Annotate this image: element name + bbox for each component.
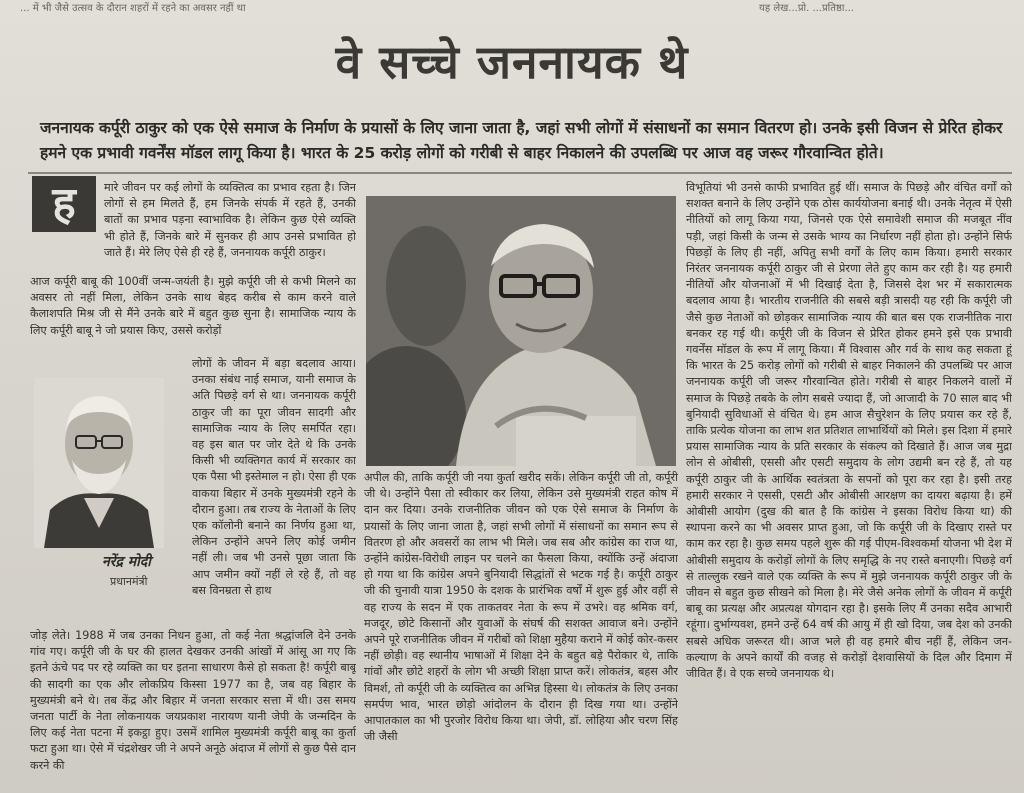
divider (28, 172, 1012, 174)
drop-cap: ह (32, 176, 96, 232)
column-1-side (192, 356, 356, 626)
column-2-bottom (364, 470, 678, 782)
paragraph: मारे जीवन पर कई लोगों के व्यक्तित्व का प्रभाव रहता है। जिन लोगों से हम मिलते हैं, हम जिनके संपर्क में रहते हैं, उनकी बातों का प्रभाव पड़ना स्वाभाविक है। लेकिन कुछ ऐसे व्यक्ति भी होते हैं, जिनके बारे में सुनकर ही आप उनसे प्रभावित हो जाते हैं। मेरे लिए ऐसे ही रहे हैं, जननायक कर्पूरी ठाकुर। (104, 181, 356, 259)
paragraph: जोड़ लेते। 1988 में जब उनका निधन हुआ, तो कई नेता श्रद्धांजलि देने उनके गांव गए। कर्पूरी जी के घर की हालत देखकर उनकी आंखों में आंसू आ गए कि इतने ऊंचे पद पर रहे व्यक्ति का घर इतना साधारण कैसे हो सकता है! कर्पूरी बाबू की सादगी का एक और लोकप्रिय किस्सा 1977 का है, जब वह बिहार के मुख्यमंत्री बने थे। तब केंद्र और बिहार में जनता सरकार सत्ता में थी। उस समय जनता पार्टी के नेता लोकनायक जयप्रकाश नारायण यानी जेपी के जन्मदिन के लिए कई नेता पटना में इकट्ठा हुए। उसमें शामिल मुख्यमंत्री कर्पूरी बाबू का कुर्ता फटा हुआ था। ऐसे में चंद्रशेखर जी ने अपने अनूठे अंदाज में लोगों से कुछ पैसे दान करने की (30, 629, 356, 772)
karpoori-thakur-photo (366, 196, 676, 466)
author-portrait (34, 378, 164, 548)
author-title: प्रधानमंत्री (110, 575, 148, 588)
paragraph: विभूतियां भी उनसे काफी प्रभावित हुई थीं। समाज के पिछड़े और वंचित वर्गों को सशक्त बनाने के लिए उन्होंने एक ठोस कार्ययोजना बनाई थी। उनके नेतृत्व में ऐसी नीतियों को लागू किया गया, जिनसे एक ऐसे समावेशी समाज की मजबूत नींव पड़ी, जहां किसी के जन्म से उसके भाग्य का निर्धारण नहीं होता हो। उन्होंने सिर्फ पिछड़ों के लिए ही नहीं, अपितु सभी वर्गों के लिए काम किया। हमारी सरकार निरंतर जननायक कर्पूरी ठाकुर जी से प्रेरणा लेते हुए काम कर रही है। यह हमारी नीतियों और योजनाओं में भी दिखाई देता है, जिससे देश भर में सकारात्मक बदलाव आया है। भारतीय राजनीति की सबसे बड़ी त्रासदी यह रही कि कर्पूरी जी जैसे कुछ नेताओं को छोड़कर सामाजिक न्याय की बात बस एक राजनीतिक नारा बनकर रह गई थी। कर्पूरी जी के विजन से प्रेरित होकर हमने इसे एक प्रभावी गवर्नेंस मॉडल के रूप में लागू किया। मैं विश्वास और गर्व के साथ कह सकता हूं कि भारत के 25 करोड़ लोगों को गरीबी से बाहर निकालने की उपलब्धि पर आज जननायक कर्पूरी जी जरूर गौरवान्वित होते। गरीबी से बाहर निकलने वालों में समाज के पिछड़े तबके के लोग सबसे ज्यादा हैं, जो आजादी के 70 साल बाद भी बुनियादी सुविधाओं से वंचित थे। हम आज सैचुरेशन के लिए प्रयास कर रहे हैं, ताकि प्रत्येक योजना का लाभ शत प्रतिशत लाभार्थियों को मिले। इस दिशा में हमारे प्रयास सामाजिक न्याय के प्रति सरकार के संकल्प को दिखाते हैं। आज जब मुद्रा लोन से ओबीसी, एससी और एसटी समुदाय के लोग उद्यमी बन रहे हैं, तो यह कर्पूरी ठाकुर जी के आर्थिक स्वतंत्रता के सपनों को पूरा कर रहा है। इसी तरह हमारी सरकार ने एससी, एसटी और ओबीसी आरक्षण का दायरा बढ़ाया है। हमें ओबीसी आयोग (दुख की बात है कि कांग्रेस ने इसका विरोध किया था) की स्थापना करने का भी अवसर प्राप्त हुआ, जो कि कर्पूरी जी के दिखाए रास्ते पर काम कर रहा है। कुछ समय पहले शुरू की गई पीएम-विश्वकर्मा योजना भी देश में ओबीसी समुदाय के करोड़ों लोगों के लिए समृद्धि के नए रास्ते बनाएगी। पिछड़े वर्ग से ताल्लुक रखने वाले एक व्यक्ति के रूप में मुझे जननायक कर्पूरी ठाकुर जी के जीवन से बहुत कुछ सीखने को मिला है। मेरे जैसे अनेक लोगों के जीवन में कर्पूरी बाबू का प्रत्यक्ष और अप्रत्यक्ष योगदान रहा है। इसके लिए मैं उनका सदैव आभारी रहूंगा। दुर्भाग्यवश, हमने उन्हें 64 वर्ष की आयु में ही खो दिया, जब देश को उनकी सबसे अधिक जरूरत थी। आज भले ही वह हमारे बीच नहीं हैं, लेकिन जन-कल्याण के अपने कार्यों की वजह से करोड़ों देशवासियों के दिल और दिमाग में जीवित हैं। वे एक सच्चे जननायक थे। (686, 181, 1012, 681)
headline: वे सच्चे जननायक थे (335, 35, 689, 89)
paragraph: लोगों के जीवन में बड़ा बदलाव आया। उनका संबंध नाई समाज, यानी समाज के अति पिछड़े वर्ग से था। जननायक कर्पूरी ठाकुर जी का पूरा जीवन सादगी और सामाजिक न्याय के लिए समर्पित रहा। वह इस बात पर जोर देते थे कि उनके किसी भी व्यक्तिगत कार्य में सरकार का एक पैसा भी इस्तेमाल न हो। ऐसा ही एक वाकया बिहार में उनके मुख्यमंत्री रहने के दौरान हुआ। तब राज्य के नेताओं के लिए एक कॉलोनी बनाने का निर्णय हुआ था, लेकिन उन्होंने अपने लिए कोई जमीन नहीं ली। जब भी उनसे पूछा जाता कि आप जमीन क्यों नहीं ले रहे हैं, तो वह बस विनम्रता से हाथ (192, 357, 356, 597)
column-3 (686, 180, 1012, 784)
deck-paragraph: जननायक कर्पूरी ठाकुर को एक ऐसे समाज के निर्माण के प्रयासों के लिए जाना जाता है, जहां सभी लोगों में संसाधनों का समान वितरण हो। उनके इसी विजन से प्रेरित होकर हमने एक प्रभावी गवर्नेंस मॉडल लागू किया है। भारत के 25 करोड़ लोगों को गरीबी से बाहर निकालने की उपलब्धि पर आज वह जरूर गौरवान्वित होते। (40, 119, 1003, 162)
column-1-paragraph-2 (30, 274, 356, 356)
author-name: नरेंद्र मोदी (102, 554, 151, 570)
paragraph: आज कर्पूरी बाबू की 100वीं जन्म-जयंती है। मुझे कर्पूरी जी से कभी मिलने का अवसर तो नहीं मिला, लेकिन उनके साथ बेहद करीब से काम करने वाले कैलाशपति मिश्र जी से मैंने उनके बारे में बहुत कुछ सुना है। सामाजिक न्याय के लिए कर्पूरी बाबू ने जो प्रयास किए, उससे करोड़ों (30, 275, 356, 337)
column-1-bottom (30, 628, 356, 778)
top-strip-right-text: यह लेख...प्रो. ...प्रतिष्ठा... (759, 3, 854, 14)
top-strip-text: ... में भी जैसे उत्सव के दौरान शहरों में रहने का अवसर नहीं था (20, 3, 246, 12)
column-1-top (104, 180, 356, 272)
paragraph: अपील की, ताकि कर्पूरी जी नया कुर्ता खरीद सकें। लेकिन कर्पूरी जी तो, कर्पूरी जी थे। उन्होंने पैसा तो स्वीकार कर लिया, लेकिन उसे मुख्यमंत्री राहत कोष में दान कर दिया। उनके राजनीतिक जीवन को एक ऐसे समाज के निर्माण के प्रयासों के लिए जाना जाता है, जहां सभी लोगों में संसाधनों का समान रूप से वितरण हो और अवसरों का लाभ भी मिले। जब सब और कांग्रेस का राज था, उन्होंने कांग्रेस-विरोधी लाइन पर चलने का फैसला किया, क्योंकि उन्हें अंदाजा हो गया था कि कांग्रेस अपने बुनियादी सिद्धांतों से भटक गई है। कर्पूरी ठाकुर जी की चुनावी यात्रा 1950 के दशक के प्रारंभिक वर्षों में शुरू हुई और वहीं से वह राज्य के सदन में एक ताकतवर नेता के रूप में उभरे। वह श्रमिक वर्ग, मजदूर, छोटे किसानों और युवाओं के संघर्ष की सशक्त आवाज बने। उन्होंने अपने पूरे राजनीतिक जीवन में गरीबों को शिक्षा मुहैया कराने में कोई कोर-कसर नहीं छोड़ी। वह स्थानीय भाषाओं में शिक्षा देने के बहुत बड़े पैरोकार थे, ताकि गांवों और छोटे शहरों के लोग भी अच्छी शिक्षा प्राप्त करें। लोकतंत्र, बहस और विमर्श, तो कर्पूरी जी के व्यक्तित्व का अभिन्न हिस्सा थे। लोकतंत्र के लिए उनका समर्पण भाव, भारत छोड़ो आंदोलन के दौरान ही दिख गया था। उन्होंने आपातकाल का भी पुरजोर विरोध किया था। जेपी, डॉ. लोहिया और चरण सिंह जी जैसी (364, 471, 678, 744)
